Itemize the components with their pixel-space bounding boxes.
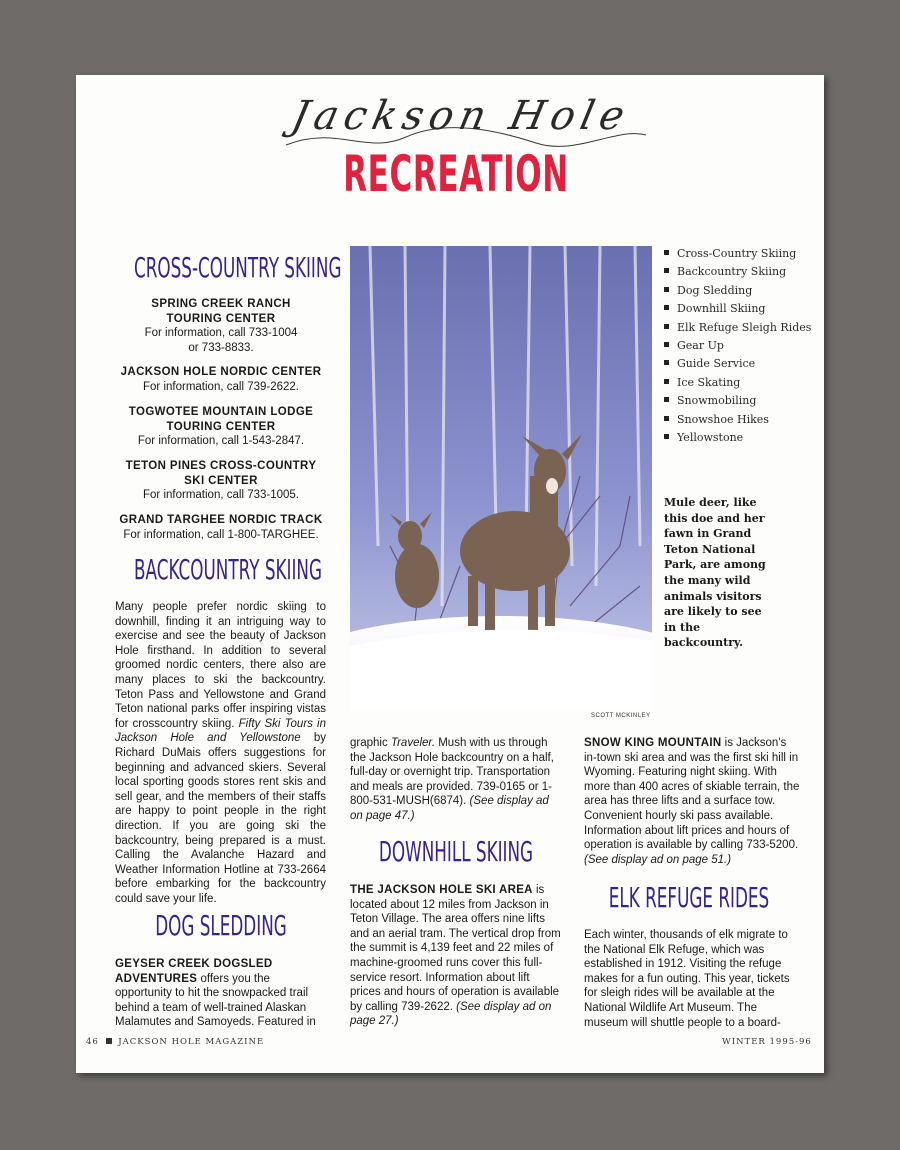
elk-refuge-text: Each winter, thousands of elk migrate to the National Elk Refuge, which was established in 1912. Visiting the refuge makes for a fun outing. This year, tickets for sleigh rides will be available at the National Wildlife Art Museum. The museum will shuttle people to a board-: [584, 929, 790, 1029]
issue-date: WINTER 1995-96: [722, 1037, 812, 1047]
photo-caption: Mule deer, like this doe and her fawn in Grand Teton National Park, are among the many wild animals visitors are likely to see in the backcountry.: [664, 496, 766, 650]
topics-list: [664, 245, 811, 447]
snow-king-text: SNOW KING MOUNTAIN is Jackson's in-town ski area and was the first ski hill in Wyoming. Featuring night skiing. With more than 400 acres of skiable terrain, the area has three lifts and a surface tow. Convenient hourly ski pass available. Information about lift prices and hours of operation is available by calling 733-5200. (See display ad on page 51.): [584, 737, 800, 866]
heading-cross-country: CROSS-COUNTRY SKIING: [134, 251, 342, 284]
venue-name: SPRING CREEK RANCH: [151, 298, 291, 310]
downhill-text: THE JACKSON HOLE SKI AREA is located about 12 miles from Jackson in Teton Village. The area offers nine lifts and an aerial tram. The vertical drop from the summit is 4,139 feet and 22 miles of machine-groomed runs cover this full-service resort. Information about lift prices and hours of operation is available by calling 739-2622. (See display ad on page 27.): [350, 884, 561, 1028]
bullet-square-icon: [664, 305, 669, 310]
bullet-square-icon: [664, 324, 669, 329]
magazine-name: JACKSON HOLE MAGAZINE: [118, 1037, 265, 1047]
bullet-square-icon: [664, 342, 669, 347]
venue-info: or 733-8833.: [188, 341, 254, 354]
photo-credit: SCOTT MCKINLEY: [591, 713, 651, 719]
venue-info: For information, call 733-1005.: [143, 489, 299, 501]
dogsled-cont: graphic: [350, 737, 391, 749]
script-title: Jackson Hole: [287, 93, 635, 139]
bullet-square-icon: [664, 268, 669, 273]
heading-dog-sledding: DOG SLEDDING: [155, 909, 287, 942]
bullet-square-icon: [664, 287, 669, 292]
bullet-square-icon: [664, 397, 669, 402]
list-item: Backcountry Skiing: [664, 263, 811, 281]
venue-info: For information, call 733-1004: [144, 327, 298, 339]
heading-downhill: DOWNHILL SKIING: [378, 835, 534, 868]
book-title: Fifty Ski Tours in Jackson Hole and Yellowstone: [115, 717, 326, 745]
display-ad-ref: (See display ad on page 51.): [584, 853, 732, 866]
bullet-square-icon: [664, 379, 669, 384]
list-item: Downhill Skiing: [664, 300, 811, 318]
list-item: Snowmobiling: [664, 392, 811, 410]
dog-sledding-text-start: GEYSER CREEK DOGSLED ADVENTURES offers you the opportunity to hit the snowpacked trail behind a team of well-trained Alaskan Malamutes and Samoyeds. Featured in: [115, 958, 316, 1029]
venue-name: TOGWOTEE MOUNTAIN LODGE: [128, 406, 314, 418]
list-item: Gear Up: [664, 337, 811, 355]
list-item: Cross-Country Skiing: [664, 245, 811, 263]
venue-jackson-hole-nordic: [96, 365, 346, 394]
list-item: Snowshoe Hikes: [664, 411, 811, 429]
heading-backcountry: BACKCOUNTRY SKIING: [134, 553, 323, 586]
venue-grand-targhee: [96, 513, 346, 542]
backcountry-text: Many people prefer nordic skiing to downhill, finding it an intriguing way to exercise and see the beauty of Jackson Hole firsthand. In addition to several groomed nordic centers, there also are many places to ski the backcountry. Teton Pass and Yellowstone and Grand Teton national parks offer inspiring vistas for crosscountry skiing. Fifty Ski Tours in Jackson Hole and Yellowstone by Richard DuMais offers suggestions for beginning and advanced skiers. Several local sporting goods stores rent skis and sell gear, and the members of their staffs are happy to point people in the right direction. If you are going ski the backcountry, being prepared is a must. Calling the Avalanche Hazard and Weather Information Hotline at 733-2664 before embarking for the backcountry could save your life.: [115, 601, 327, 905]
venue-spring-creek: [96, 297, 346, 355]
list-item: Yellowstone: [664, 429, 811, 447]
list-item: Elk Refuge Sleigh Rides: [664, 319, 811, 337]
heading-elk-refuge: ELK REFUGE RIDES: [608, 881, 770, 914]
venue-info: For information, call 1-543-2847.: [137, 435, 305, 447]
venue-name: JACKSON HOLE NORDIC CENTER: [120, 366, 322, 378]
magazine-title: Traveler.: [390, 737, 436, 749]
bullet-square-icon: [664, 416, 669, 421]
bullet-square-icon: [664, 250, 669, 255]
venue-name: GRAND TARGHEE NORDIC TRACK: [119, 514, 323, 526]
venue-name: TOURING CENTER: [166, 312, 276, 325]
page-title: RECREATION: [343, 145, 569, 203]
venue-name: SKI CENTER: [184, 474, 258, 487]
venue-togwotee: [96, 405, 346, 449]
bullet-square-icon: [664, 360, 669, 365]
venue-name: TOURING CENTER: [166, 420, 276, 433]
venue-teton-pines: [96, 459, 346, 503]
dogsled-company: GEYSER CREEK DOGSLED ADVENTURES: [115, 958, 273, 985]
ski-area-name: THE JACKSON HOLE SKI AREA: [350, 884, 533, 896]
display-ad-ref: (See display ad on page 27.): [350, 1000, 552, 1028]
deer-in-snow-image: [350, 246, 652, 710]
footer-left: [86, 1037, 264, 1047]
footer-square-icon: [106, 1038, 112, 1044]
venue-info: For information, call 739-2622.: [143, 380, 299, 393]
bullet-square-icon: [664, 434, 669, 439]
list-item: Dog Sledding: [664, 282, 811, 300]
list-item: Ice Skating: [664, 374, 811, 392]
magazine-page: [76, 75, 824, 1073]
venue-info: For information, call 1-800-TARGHEE.: [123, 528, 319, 541]
list-item: Guide Service: [664, 355, 811, 373]
dog-sledding-text-continued: graphic Traveler. Mush with us through the Jackson Hole backcountry on a half, full-day or overnight trip. Transportation and meals are provided. 739-0165 or 1-800-531-MUSH(6874). (See display ad on page 47.): [350, 737, 554, 822]
page-number: 46: [86, 1037, 99, 1047]
display-ad-ref: (See display ad on page 47.): [350, 795, 549, 822]
mule-deer-photo: [350, 246, 652, 710]
venue-name: TETON PINES CROSS-COUNTRY: [125, 460, 317, 472]
ski-area-name: SNOW KING MOUNTAIN: [584, 737, 722, 749]
